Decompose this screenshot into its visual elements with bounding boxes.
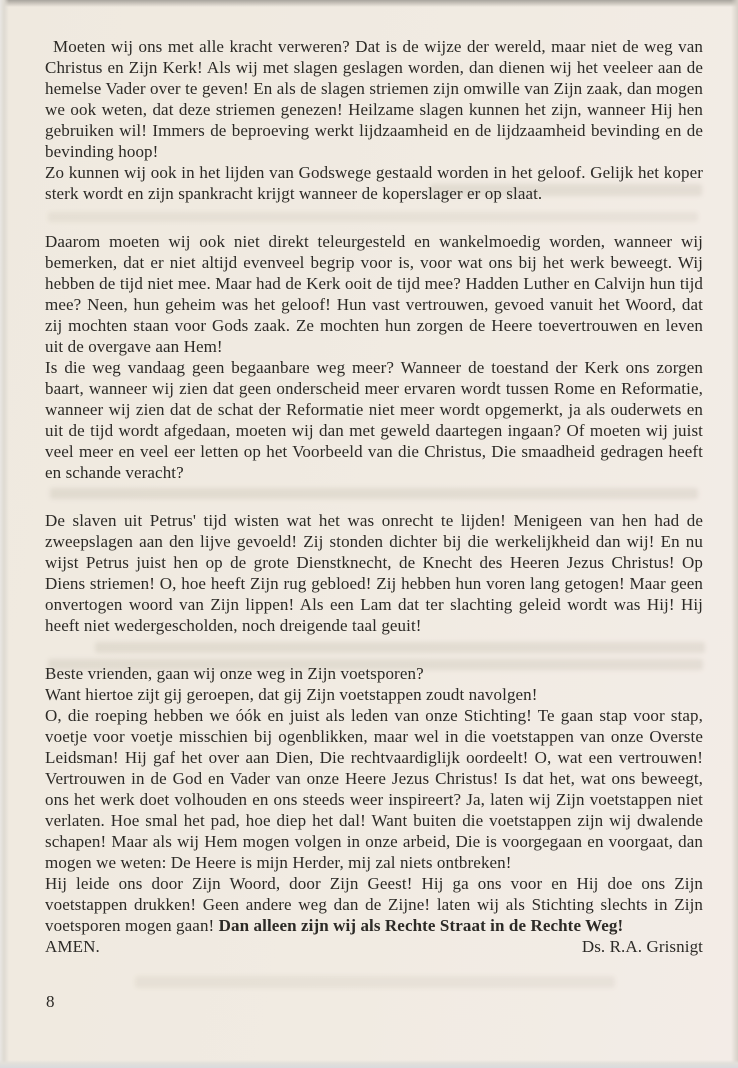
paragraph-zo-kunnen: Zo kunnen wij ook in het lijden van Godswege gestaald worden in het geloof. Gelijk het koper sterk wordt en zijn spankracht krijgt wanneer de koperslager er op slaat. [45, 163, 703, 203]
bold-emphasis: Dan alleen zijn wij als Rechte Straat in de Rechte Weg! [218, 916, 624, 935]
paragraph-o-die-roeping: O, die roeping hebben we óók en juist als leden van onze Stichting! Te gaan stap voor stap, voetje voor voetje misschien bij ogenblikken, maar wel in die voetstappen van onze Overste Leidsman! Hij gaf het over aan Dien, Die rechtvaardiglijk oordeelt! O, wat een vertrouwen! Vertrouwen in de God en Vader van onze Heere Jezus Christus! Is dat het, wat ons beweegt, ons het werk doet volhouden en ons steeds weer inspireert? Ja, laten wij Zijn voetstappen niet verlaten. Hoe smal het pad, hoe diep het dal! Want buiten die voetstappen zijn wij dwalende schapen! Maar als wij Hem mogen volgen in onze arbeid, Die is voorgegaan en voorgaat, dan mogen we weten: De Heere is mijn Herder, mij zal niets ontbreken! [45, 706, 703, 872]
paragraph-de-slaven: De slaven uit Petrus' tijd wisten wat het was onrecht te lijden! Menigeen van hen had de zweepslagen aan den lijve gevoeld! Zij stonden dichter bij die werkelijkheid dan wij! En nu wijst Petrus juist hen op de grote Dienstknecht, de Knecht des Heeren Jezus Christus! Op Diens striemen! O, hoe heeft Zijn rug gebloed! Zij hebben hun voren lang getogen! Maar geen onvertogen woord van Zijn lippen! Als een Lam dat ter slachting geleid wordt was Hij! Hij heeft niet wedergescholden, noch dreigende taal geuit! [45, 511, 703, 635]
paragraph-want-hiertoe: Want hiertoe zijt gij geroepen, dat gij Zijn voetstappen zoudt navolgen! [45, 685, 538, 704]
paragraph-moeten-wij: Moeten wij ons met alle kracht verweren? Dat is de wijze der wereld, maar niet de weg van Christus en Zijn Kerk! Als wij met slagen geslagen worden, dan dienen wij het veeleer aan de hemelse Vader over te geven! En als de slagen striemen zijn omwille van Zijn zaak, dan mogen we ook weten, dat deze striemen genezen! Heilzame slagen kunnen het zijn, wanneer Hij hen gebruiken wil! Immers de beproeving werkt lijdzaamheid en de lijdzaamheid bevinding en de bevinding hoop! [45, 37, 703, 161]
show-through-artifact [135, 976, 615, 988]
scan-edge-left [0, 0, 9, 1068]
scan-edge-bottom [0, 1060, 738, 1068]
page-number: 8 [46, 992, 55, 1011]
article-body [45, 36, 703, 957]
author-signature: Ds. R.A. Grisnigt [581, 937, 703, 956]
closing-line [45, 936, 703, 957]
paragraph-text: Hij leide ons door Zijn Woord, door Zijn Geest! Hij ga ons voor en Hij doe ons Zijn voetstappen drukken! Geen andere weg dan de Zijne! laten wij als Stichting slechts in Zijn voetsporen mogen gaan! [45, 874, 703, 935]
scan-edge-right [731, 0, 738, 1068]
paragraph-is-die-weg: Is die weg vandaag geen begaanbare weg meer? Wanneer de toestand der Kerk ons zorgen baart, wanneer wij zien dat geen onderscheid meer ervaren wordt tussen Rome en Reformatie, wanneer wij zien dat de schat der Reformatie niet meer wordt opgemerkt, ja als ouderwets en uit de tijd wordt afgedaan, moeten wij dan met geweld daartegen ingaan? Of moeten wij juist veel meer en veel eer letten op het Voorbeeld van die Christus, Die smaadheid gedragen heeft en schande veracht? [45, 358, 703, 482]
paragraph-hij-leide [45, 873, 703, 936]
scan-edge-top [0, 0, 738, 7]
paragraph-beste-vrienden: Beste vrienden, gaan wij onze weg in Zijn voetsporen? [45, 664, 424, 683]
paragraph-daarom: Daarom moeten wij ook niet direkt teleurgesteld en wankelmoedig worden, wanneer wij bemerken, dat er niet altijd evenveel begrip voor is, voor wat ons bij het werk beweegt. Wij hebben de tijd niet mee. Maar had de Kerk ooit de tijd mee? Hadden Luther en Calvijn hun tijd mee? Neen, hun geheim was het geloof! Hun vast vertrouwen, gevoed vanuit het Woord, dat zij mochten staan voor Gods zaak. Ze mochten hun zorgen de Heere toevertrouwen en leven uit de overgave aan Hem! [45, 232, 703, 356]
amen-text: AMEN. [45, 937, 100, 956]
